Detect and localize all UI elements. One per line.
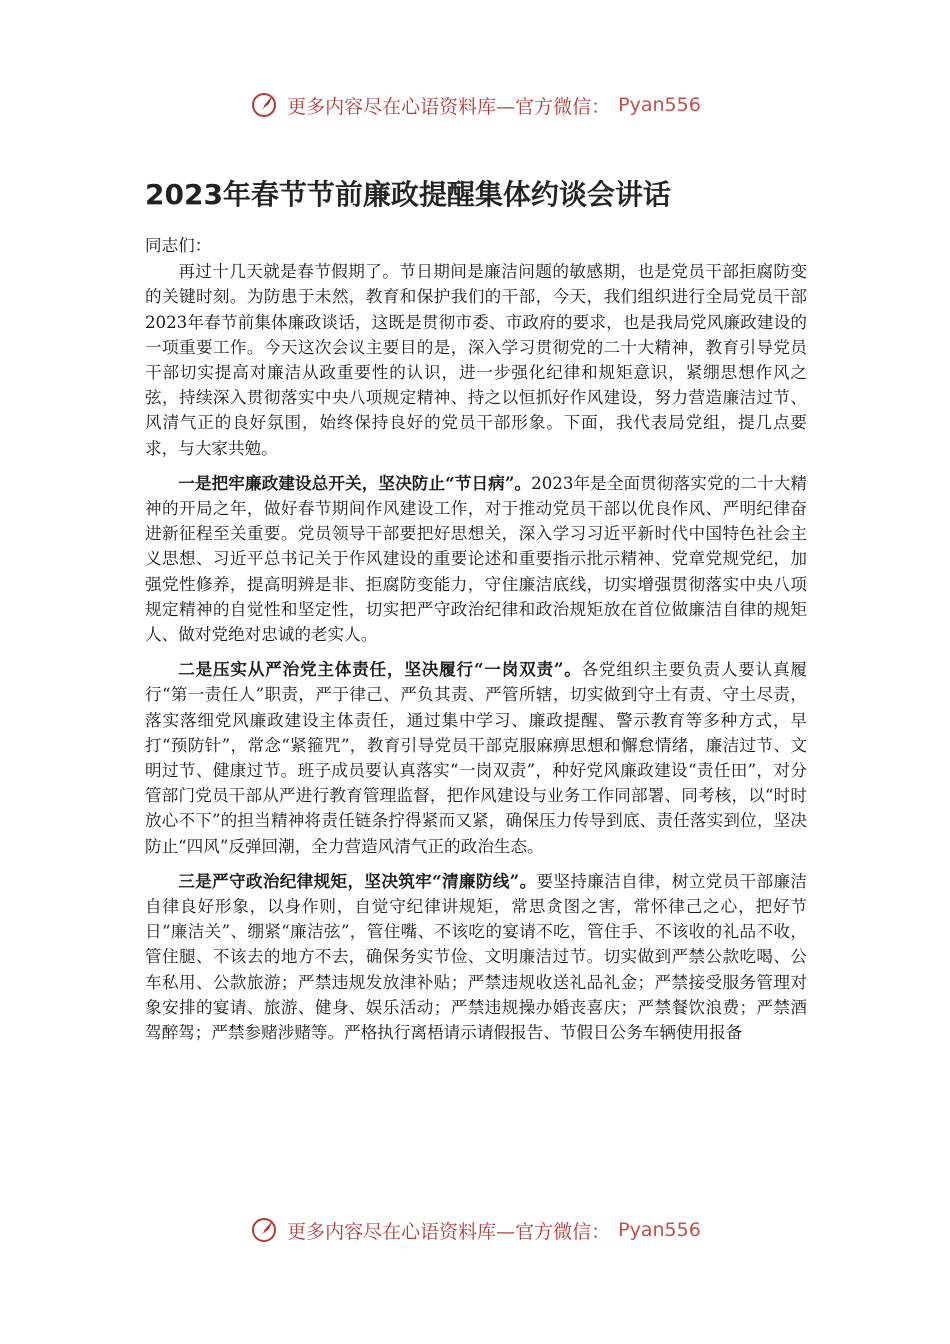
paragraph-lead: 三是严守政治纪律规矩，坚决筑牢“清廉防线”。: [178, 870, 537, 891]
paragraph-lead: 二是压实从严治党主体责任，坚决履行“一岗双责”。: [178, 659, 582, 680]
quill-logo-icon: [249, 90, 279, 120]
paragraph-text: 2023年是全面贯彻落实党的二十大精神的开局之年，做好春节期间作风建设工作，对于推动党员干部以优良作风、严明纪律奋进新征程至关重要。党员领导干部要把好思想关，深入学习习近平新时代中国特色社会主义思想、习近平总书记关于作风建设的重要论述和重要指示批示精神、党章党规党纪，加强党性修养，提高明辨是非、拒腐防变能力，守住廉洁底线，切实增强贯彻落实中央八项规定精神的自觉性和坚定性，切实把严守政治纪律和政治规矩放在首位做廉洁自律的规矩人、做对党绝对忠诚的老实人。: [145, 473, 807, 645]
paragraph-text: 再过十几天就是春节假期了。节日期间是廉洁问题的敏感期，也是党员干部拒腐防变的关键时刻。为防患于未然，教育和保护我们的干部，今天，我们组织进行全局党员干部2023年春节前集体廉政谈话，这既是贯彻市委、市政府的要求，也是我局党风廉政建设的一项重要工作。今天这次会议主要目的是，深入学习贯彻党的二十大精神，教育引导党员干部切实提高对廉洁从政重要性的认识，进一步强化纪律和规矩意识，紧绷思想作风之弦，持续深入贯彻落实中央八项规定精神、持之以恒抓好作风建设，努力营造廉洁过节、风清气正的良好氛围，始终保持良好的党员干部形象。下面，我代表局党组，提几点要求，与大家共勉。: [145, 262, 807, 458]
watermark-footer: [0, 1213, 950, 1247]
watermark-wechat-id: Pyan556: [618, 94, 701, 116]
paragraph-intro: [145, 259, 807, 461]
quill-logo-icon: [249, 1215, 279, 1245]
paragraph-point-2: [145, 657, 807, 859]
watermark-text: 更多内容尽在心语资料库—官方微信：: [287, 95, 611, 118]
paragraph-point-3: [145, 869, 807, 1045]
salutation: 同志们：: [145, 236, 212, 255]
paragraph-text: 各党组织主要负责人要认真履行“第一责任人”职责，严于律己、严负其责、严管所辖，切实做到守土有责、守土尽责，落实落细党风廉政建设主体责任，通过集中学习、廉政提醒、警示教育等多种方式，早打“预防针”，常念“紧箍咒”，教育引导党员干部克服麻痹思想和懈怠情绪，廉洁过节、文明过节、健康过节。班子成员要认真落实“一岗双责”，种好党风廉政建设“责任田”，对分管部门党员干部从严进行教育管理监督，把作风建设与业务工作同部署、同考核，以“时时放心不下”的担当精神将责任链条拧得紧而又紧，确保压力传导到底、责任落实到位，坚决防止“四风”反弹回潮，全力营造风清气正的政治生态。: [145, 660, 808, 856]
document-title: 2023年春节节前廉政提醒集体约谈会讲话: [145, 178, 671, 211]
document-body: [145, 233, 807, 1045]
watermark-header: [0, 88, 950, 122]
paragraph-text: 要坚持廉洁自律，树立党员干部廉洁自律良好形象，以身作则，自觉守纪律讲规矩，常思贪图之害，常怀律己之心，把好节日“廉洁关”、绷紧“廉洁弦”，管住嘴、不该吃的宴请不吃，管住手、不该收的礼品不收，管住腿、不该去的地方不去，确保务实节俭、文明廉洁过节。切实做到严禁公款吃喝、公车私用、公款旅游；严禁违规发放津补贴；严禁违规收送礼品礼金；严禁接受服务管理对象安排的宴请、旅游、健身、娱乐活动；严禁违规操办婚丧喜庆；严禁餐饮浪费；严禁酒驾醉驾；严禁参赌涉赌等。严格执行离梧请示请假报告、节假日公务车辆使用报备: [145, 871, 808, 1043]
watermark-text: 更多内容尽在心语资料库—官方微信：: [287, 1220, 611, 1243]
paragraph-point-1: [145, 471, 807, 647]
paragraph-lead: 一是把牢廉政建设总开关，坚决防止“节日病”。: [178, 472, 532, 493]
watermark-wechat-id: Pyan556: [618, 1219, 701, 1241]
